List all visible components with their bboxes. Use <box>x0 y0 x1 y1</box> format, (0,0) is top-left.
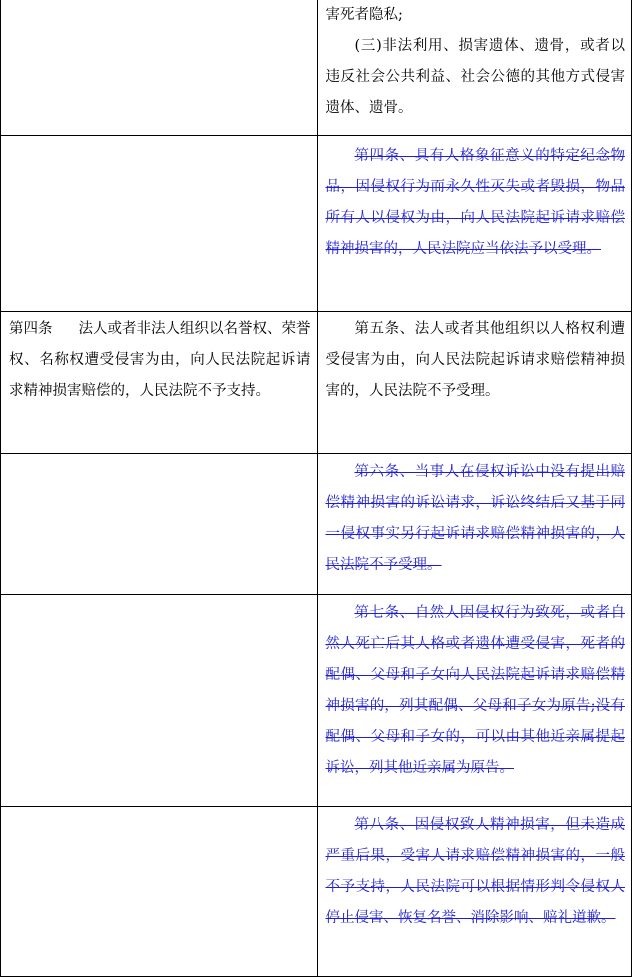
left-cell <box>1 136 318 312</box>
right-paragraph: (三)非法利用、损害遗体、遗骨，或者以违反社会公共利益、社会公德的其他方式侵害遗体、遗骨。 <box>325 38 625 116</box>
article-body: 法人或者非法人组织以名誉权、荣誉权、名称权遭受侵害为由，向人民法院起诉请求精神损害赔偿的，人民法院不予支持。 <box>9 321 311 399</box>
left-cell <box>1 454 318 595</box>
table-row <box>1 136 632 312</box>
right-paragraph: 第五条、法人或者其他组织以人格权利遭受侵害为由，向人民法院起诉请求赔偿精神损害的，人民法院不予受理。 <box>325 321 625 399</box>
article-number: 第四条 <box>9 321 53 337</box>
right-cell-deleted <box>317 807 632 977</box>
table-row <box>1 0 632 136</box>
right-cell-deleted <box>317 454 632 595</box>
right-paragraph: 害死者隐私; <box>325 7 403 23</box>
deleted-article: 第八条、因侵权致人精神损害，但未造成严重后果，受害人请求赔偿精神损害的，一般不予支持，人民法院可以根据情形判令侵权人停止侵害、恢复名誉、消除影响、赔礼道歉。 <box>325 817 625 926</box>
table-row <box>1 312 632 454</box>
left-cell <box>1 807 318 977</box>
right-cell-deleted <box>317 136 632 312</box>
deleted-article: 第四条、具有人格象征意义的特定纪念物品，因侵权行为而永久性灭失或者毁损，物品所有人以侵权为由，向人民法院起诉请求赔偿精神损害的，人民法院应当依法予以受理。 <box>325 148 625 257</box>
deleted-article: 第六条、当事人在侵权诉讼中没有提出赔偿精神损害的诉讼请求，诉讼终结后又基于同一侵权事实另行起诉请求赔偿精神损害的，人民法院不予受理。 <box>325 464 625 573</box>
left-cell <box>1 595 318 807</box>
left-cell <box>1 0 318 136</box>
table-row <box>1 807 632 977</box>
left-cell <box>1 312 318 454</box>
right-cell <box>317 312 632 454</box>
article-text <box>9 314 311 407</box>
right-cell <box>317 0 632 136</box>
table-row <box>1 454 632 595</box>
deleted-article: 第七条、自然人因侵权行为致死，或者自然人死亡后其人格或者遗体遭受侵害，死者的配偶、父母和子女向人民法院起诉请求赔偿精神损害的，列其配偶、父母和子女为原告;没有配偶、父母和子女的，可以由其他近亲属提起诉讼，列其他近亲属为原告。 <box>325 605 625 776</box>
table-row <box>1 595 632 807</box>
right-cell-deleted <box>317 595 632 807</box>
